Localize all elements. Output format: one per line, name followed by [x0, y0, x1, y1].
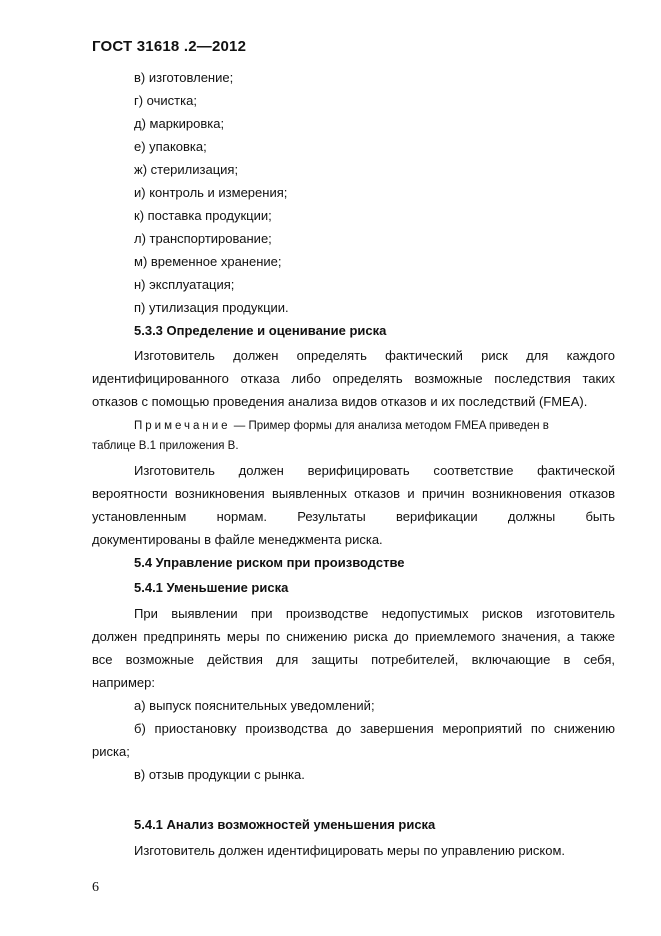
list-item: д) маркировка;	[134, 116, 225, 131]
list-item: к) поставка продукции;	[134, 208, 272, 223]
list-item: и) контроль и измерения;	[134, 185, 288, 200]
note-text: — Пример формы для анализа методом FMEA приведен в	[230, 420, 549, 432]
list-item: б) приостановку производства до завершения мероприятий по снижению	[134, 721, 615, 736]
list-item: ж) стерилизация;	[134, 162, 239, 177]
paragraph-line: должен предпринять меры по снижению риска до приемлемого значения, а также	[92, 629, 615, 644]
list-item: а) выпуск пояснительных уведомлений;	[134, 698, 375, 713]
paragraph-line: При выявлении при производстве недопустимых рисков изготовитель	[134, 606, 615, 621]
paragraph-line: например:	[92, 675, 155, 690]
section-heading-5-3-3: 5.3.3 Определение и оценивание риска	[134, 323, 387, 338]
section-heading-5-4-1-analysis: 5.4.1 Анализ возможностей уменьшения риска	[134, 817, 436, 832]
note-line	[134, 418, 615, 434]
paragraph-line: отказов с помощью проведения анализа видов отказов и их последствий (FMEA).	[92, 394, 588, 409]
note-label: Примечание	[134, 420, 231, 432]
page-number: 6	[92, 880, 99, 895]
list-item: п) утилизация продукции.	[134, 300, 289, 315]
list-item-continuation: риска;	[92, 744, 130, 759]
list-item: л) транспортирование;	[134, 231, 272, 246]
document-header: ГОСТ 31618 .2—2012	[92, 38, 247, 55]
paragraph-line: установленным нормам. Результаты верификации должны быть	[92, 509, 615, 524]
section-heading-5-4: 5.4 Управление риском при производстве	[134, 555, 405, 570]
paragraph-line: Изготовитель должен идентифицировать меры по управлению риском.	[134, 843, 566, 858]
section-heading-5-4-1: 5.4.1 Уменьшение риска	[134, 580, 289, 595]
list-item: м) временное хранение;	[134, 254, 282, 269]
paragraph-line: все возможные действия для защиты потребителей, включающие в себя,	[92, 652, 615, 667]
paragraph-line: Изготовитель должен верифицировать соответствие фактической	[134, 463, 615, 478]
list-item: г) очистка;	[134, 93, 197, 108]
paragraph-line: Изготовитель должен определять фактический риск для каждого	[134, 348, 615, 363]
list-item: н) эксплуатация;	[134, 277, 235, 292]
list-item: в) изготовление;	[134, 70, 234, 85]
list-item: е) упаковка;	[134, 139, 207, 154]
paragraph-line: вероятности возникновения выявленных отказов и причин возникновения отказов	[92, 486, 615, 501]
paragraph-line: идентифицированного отказа либо определять возможные последствия таких	[92, 371, 615, 386]
paragraph-line: документированы в файле менеджмента риска.	[92, 532, 383, 547]
list-item: в) отзыв продукции с рынка.	[134, 767, 305, 782]
note-line: таблице В.1 приложения В.	[92, 440, 239, 452]
